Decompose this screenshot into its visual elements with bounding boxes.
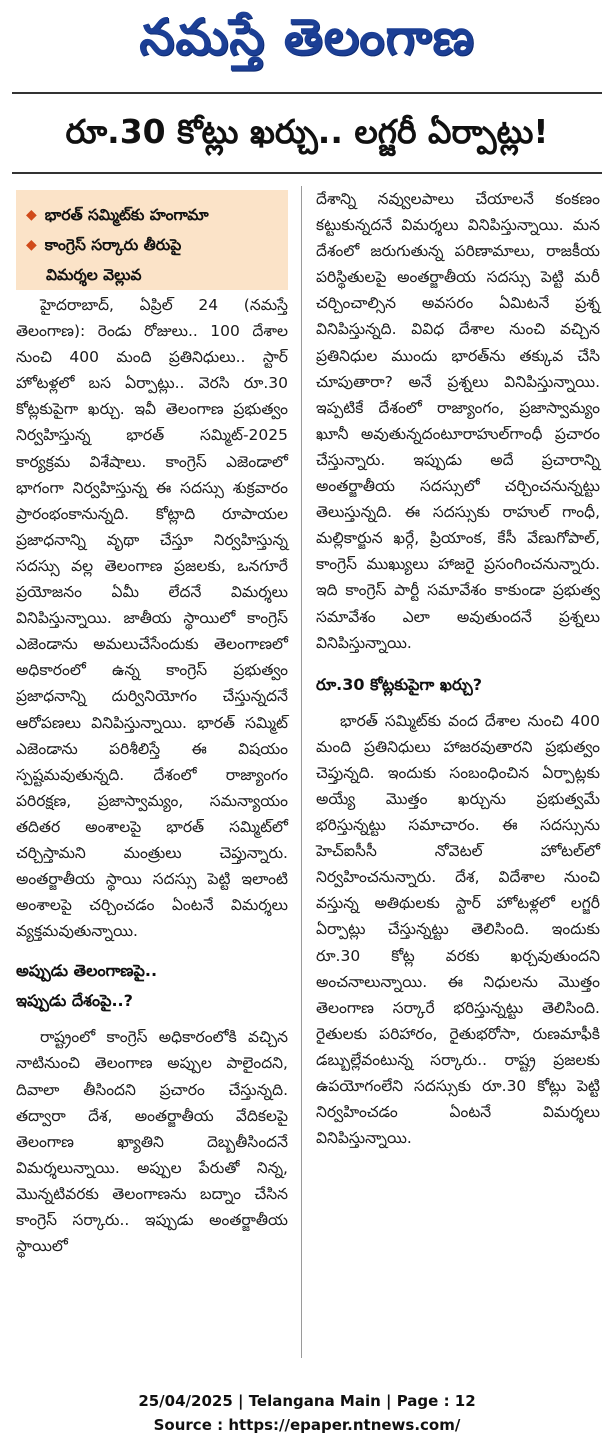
section-subheading: అప్పుడు తెలంగాణపై.. ఇప్పుడు దేశంపై..? — [16, 961, 158, 1011]
paragraph: హైదరాబాద్, ఏప్రిల్ 24 (నమస్తే తెలంగాణ): రెండు రోజులు.. 100 దేశాల నుంచి 400 మంది ప్రతినిధులు.. స్టార్ హోటళ్లలో బస ఏర్పాట్లు.. వెరసి రూ.30 కోట్లకుపైగా ఖర్చు. ఇవీ తెలంగాణ ప్రభుత్వం నిర్వహిస్తున్న భారత్ సమ్మిట్-2025 కార్యక్రమ విశేషాలు. కాంగ్రెస్ ఎజెండాలో భాగంగా నిర్వహిస్తున్న ఈ సదస్సు శుక్రవారం ప్రారంభంకానున్నది. కోట్లాది రూపాయల ప్రజాధనాన్ని వృథా చేస్తూ నిర్వహిస్తున్న సదస్సు వల్ల తెలంగాణ ప్రజలకు, ఒనగూరే ప్రయోజనం ఏమీ లేదనే విమర్శలు వినిపిస్తున్నాయి. జాతీయ స్థాయిలో కాంగ్రెస్ ఎజెండాను అమలుచేసేందుకు తెలంగాణలో అధికారంలో ఉన్న కాంగ్రెస్ ప్రభుత్వం ప్రజాధనాన్ని దుర్వినియోగం చేస్తున్నదనే ఆరోపణలు వినిపిస్తున్నాయి. భారత్ సమ్మిట్ ఎజెండాను పరిశీలిస్తే ఈ విషయం స్పష్టమవుతున్నది. దేశంలో రాజ్యాంగం పరిరక్షణ, ప్రజాస్వామ్యం, సమన్యాయం తదితర అంశాలపై భారత్ సమ్మిట్‌లో చర్చిస్తామని మంత్రులు చెప్తున్నారు. అంతర్జాతీయ స్థాయి సదస్సు పెట్టి ఇలాంటి అంశాలపై చర్చించడం ఏంటనే విమర్శలు వ్యక్తమవుతున్నాయి. — [16, 296, 288, 941]
top-rule — [12, 92, 602, 94]
footer-source-line: Source : https://epaper.ntnews.com/ — [153, 1416, 461, 1434]
paragraph: భారత్ సమ్మిట్‌కు వంద దేశాల నుంచి 400 మంది ప్రతినిధులు హాజరవుతారని ప్రభుత్వం చెప్తున్నది. ఇందుకు సంబంధించిన ఏర్పాట్లకు అయ్యే మొత్తం ఖర్చును ప్రభుత్వమే భరిస్తున్నట్టు సమాచారం. ఈ సదస్సును హెచ్ఐసీసీ నోవెటల్ హోటల్‌లో నిర్వహించనున్నారు. దేశ, విదేశాల నుంచి వస్తున్న అతిథులకు స్టార్ హోటళ్లలో లగ్జరీ ఏర్పాట్లు చేస్తున్నట్టు తెలిసింది. ఇందుకు రూ.30 కోట్ల వరకు ఖర్చవుతుందని అంచనాలున్నాయి. ఈ నిధులను మొత్తం తెలంగాణ సర్కారే భరిస్తున్నట్టు తెలిసింది. రైతులకు పరిహారం, రైతుభరోసా, రుణమాఫీకి డబ్బుల్లేవంటున్న సర్కారు.. రాష్ట్ర ప్రజలకు ఉపయోగంలేని సదస్సుకు రూ.30 కోట్లు పెట్టి నిర్వహించడం ఏంటనే విమర్శలు వినిపిస్తున్నాయి. — [316, 711, 600, 1148]
paragraph: దేశాన్ని నవ్వులపాలు చేయాలనే కంకణం కట్టుకున్నదనే విమర్శలు వినిపిస్తున్నాయి. మన దేశంలో జరుగుతున్న పరిణామాలు, రాజకీయ పరిస్థితులపై అంతర్జాతీయ సదస్సు పెట్టి మరీ చర్చించాల్సిన అవసరం ఏమిటనే ప్రశ్న వినిపిస్తున్నది. వివిధ దేశాల నుంచి వచ్చిన ప్రతినిధుల ముందు భారత్‌ను తక్కువ చేసి చూపుతారా? అనే ప్రశ్నలు వినిపిస్తున్నాయి. ఇప్పటికే దేశంలో రాజ్యాంగం, ప్రజాస్వామ్యం ఖూనీ అవుతున్నదంటూరాహుల్‌గాంధీ ప్రచారం చేస్తున్నారు. ఇప్పుడు అదే ప్రచారాన్ని అంతర్జాతీయ సదస్సులో చర్చించనున్నట్టు తెలుస్తున్నది. ఈ సదస్సుకు రాహుల్ గాంధీ, మల్లికార్జున ఖర్గే, ప్రియాంక, కేసీ వేణుగోపాల్, కాంగ్రెస్ ముఖ్యులు హాజరై ప్రసంగించనున్నారు. ఇది కాంగ్రెస్ పార్టీ సమావేశం కాకుండా ప్రభుత్వ సమావేశం ఎలా అవుతుందనే ప్రశ్నలు వినిపిస్తున్నాయి. — [316, 190, 600, 652]
subheading-box — [16, 190, 288, 290]
footer-date-line: 25/04/2025 | Telangana Main | Page : 12 — [138, 1392, 476, 1410]
subheading-2: ◆ కాంగ్రెస్ సర్కారు తీరుపై — [26, 230, 280, 260]
section-subheading: రూ.30 కోట్లకుపైగా ఖర్చు? — [316, 674, 483, 694]
column-divider — [301, 186, 302, 1358]
headline-rule — [12, 172, 602, 174]
masthead — [0, 0, 614, 86]
diamond-bullet-icon: ◆ — [26, 207, 37, 223]
paragraph: రాష్ట్రంలో కాంగ్రెస్ అధికారంలోకి వచ్చిన నాటినుంచి తెలంగాణ అప్పుల పాలైందని, దివాలా తీసిందని ప్రచారం చేస్తున్నది. తద్వారా దేశ, అంతర్జాతీయ వేదికలపై తెలంగాణ ఖ్యాతిని దెబ్బతీసిందనే విమర్శలున్నాయి. అప్పుల పేరుతో నిన్న, మొన్నటివరకు తెలంగాణను బద్నాం చేసిన కాంగ్రెస్ సర్కారు.. ఇప్పుడు అంతర్జాతీయ స్థాయిలో — [16, 1028, 288, 1256]
subheading-2-continued: విమర్శల వెల్లువ — [46, 266, 142, 284]
diamond-bullet-icon: ◆ — [26, 237, 37, 253]
article-column-1 — [16, 292, 288, 1259]
subheading-1: ◆ భారత్ సమ్మిట్‌కు హంగామా — [26, 200, 280, 230]
headline: రూ.30 కోట్లు ఖర్చు.. లగ్జరీ ఏర్పాట్లు! — [65, 112, 549, 151]
masthead-title: నమస్తే తెలంగాణ — [139, 7, 475, 66]
article-column-2 — [316, 186, 600, 1151]
